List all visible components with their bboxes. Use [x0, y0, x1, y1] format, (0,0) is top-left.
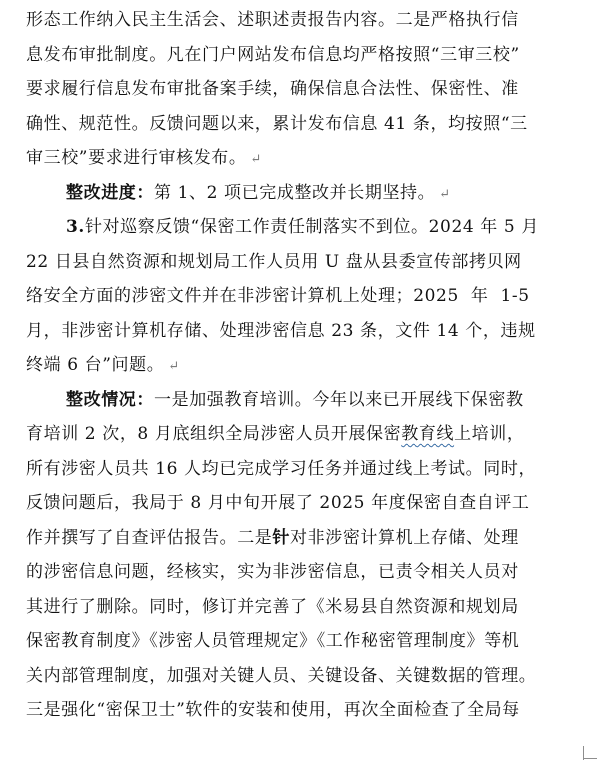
text-line — [26, 348, 566, 383]
text-run: 所有涉密人员共 16 人均已完成学习任务并通过线上考试。同时， — [26, 458, 537, 479]
document-body — [26, 3, 566, 728]
text-run: 保密教育制度》《涉密人员管理规定》《工作秘密管理制度》等机 — [26, 631, 520, 651]
text-run: 针 — [272, 527, 291, 548]
text-run: 作并撰写了自查评估报告。二是 — [26, 527, 273, 548]
spellcheck-run: 教育线 — [401, 424, 455, 444]
text-run: 形态工作纳入民主生活会、 — [26, 10, 238, 30]
text-line — [26, 3, 566, 38]
text-run: 反馈问题后，我局于 8 月中旬开展了 2025 年度保密自查自评工 — [26, 493, 530, 513]
text-run: 一是加强教育培训。今年以来已开展线下保密教 — [154, 389, 524, 410]
text-line — [26, 210, 566, 245]
text-run: 要求履行信息发布审批备案手续，确保信息合法性、保密性、准 — [26, 79, 519, 99]
text-line — [26, 314, 566, 349]
text-line — [26, 383, 566, 418]
paragraph-mark-icon: ↵ — [250, 152, 262, 167]
text-line — [26, 417, 566, 452]
item-number: 3. — [66, 217, 85, 237]
text-run: 关内部管理制度，加强对关键人员、关键设备、关键数据的管理。 — [26, 665, 537, 686]
text-run: 针对巡察反馈“保密工作责任制落实不到位。2024 年 5 月 — [84, 217, 539, 237]
text-line — [26, 279, 566, 314]
text-run: 第 1、2 项已完成整改并长期坚持。 — [154, 182, 436, 203]
text-line — [26, 176, 566, 211]
paragraph-rectification — [26, 383, 566, 728]
text-line — [26, 141, 566, 176]
paragraph-mark-icon: ↵ — [168, 359, 180, 374]
text-line — [26, 245, 566, 280]
text-run: 对非涉密计算机上存储、处理 — [290, 527, 519, 548]
paragraph-item-3 — [26, 210, 566, 383]
text-line — [26, 659, 566, 694]
text-line — [26, 38, 566, 73]
text-line — [26, 521, 566, 556]
text-run: 其进行了删除。同时，修订并完善了《米易县自然资源和规划局 — [26, 596, 519, 617]
text-run: 的涉密信息问题，经核实，实为非涉密信息，已责令相关人员对 — [26, 562, 519, 582]
text-run: 述职述责报告内容。二是严格执行信 — [237, 10, 519, 30]
text-line — [26, 555, 566, 590]
paragraph-progress — [26, 176, 566, 211]
text-line — [26, 107, 566, 142]
text-line — [26, 624, 566, 659]
text-run: 三是强化“密保卫士”软件的安装和使用，再次全面检查了全局每 — [26, 700, 520, 720]
text-run: 育培训 2 次，8 月底组织全局涉密人员开展保密 — [26, 424, 402, 444]
text-run: 上培训， — [454, 424, 525, 444]
text-line — [26, 693, 566, 728]
text-line — [26, 452, 566, 487]
margin-corner-mark — [583, 758, 597, 759]
text-line — [26, 72, 566, 107]
text-line — [26, 590, 566, 625]
heading-run: 整改情况： — [66, 389, 154, 410]
paragraph-mark-icon: ↵ — [439, 186, 451, 202]
text-run: 络安全方面的涉密文件并在非涉密计算机上处理；2025 年 1-5 — [26, 286, 530, 306]
text-run: 月，非涉密计算机存储、处理涉密信息 23 条，文件 14 个，违规 — [26, 320, 536, 341]
text-line — [26, 486, 566, 521]
heading-run: 整改进度： — [66, 182, 154, 203]
paragraph-info-release — [26, 3, 566, 176]
text-run: 息发布审批制度。凡在门户网站发布信息均严格按照“三审三校” — [26, 44, 520, 65]
text-run: 确性、规范性。反馈问题以来，累计发布信息 41 条，均按照“三 — [26, 113, 528, 134]
text-run: 终端 6 台”问题。 — [26, 355, 165, 375]
text-run: 审三校”要求进行审核发布。 — [26, 148, 247, 168]
text-run: 22 日县自然资源和规划局工作人员用 U 盘从县委宣传部拷贝网 — [26, 251, 522, 272]
